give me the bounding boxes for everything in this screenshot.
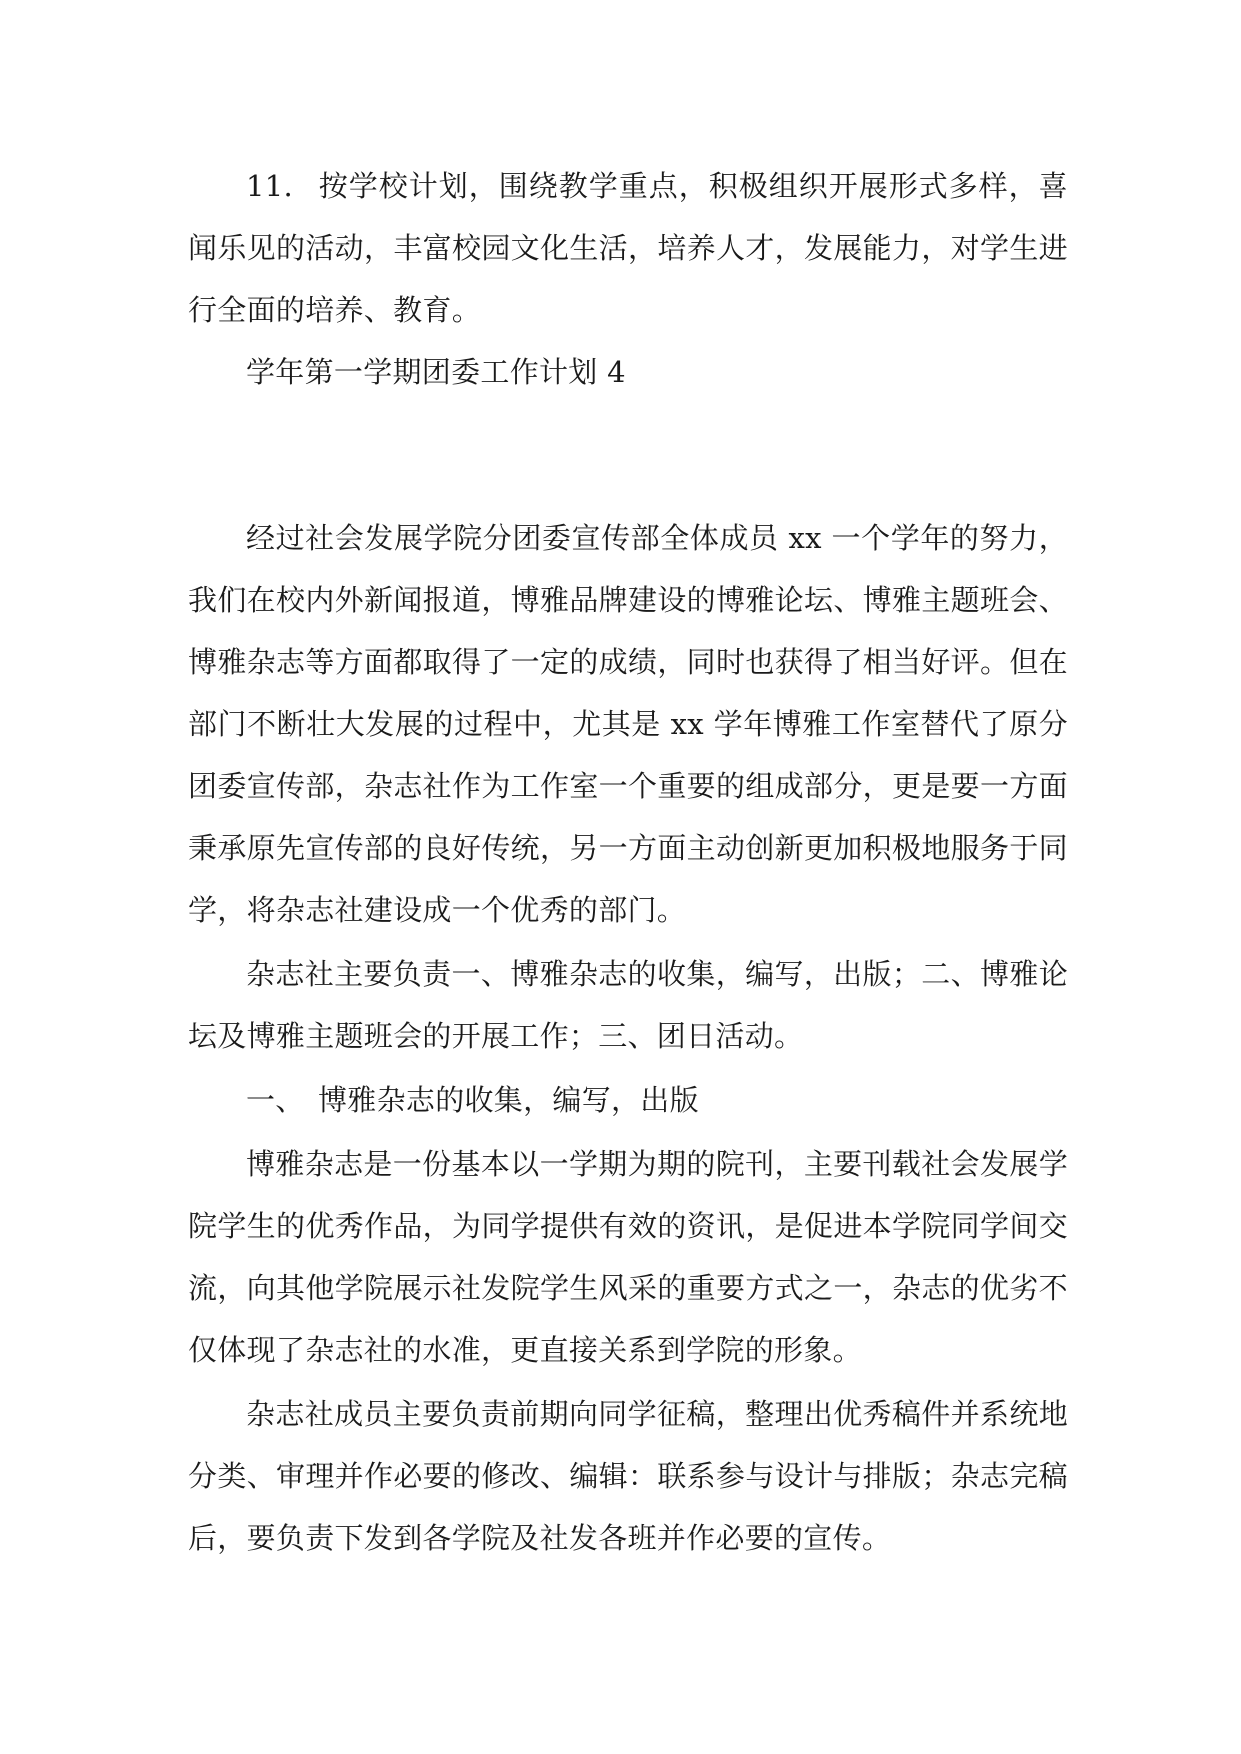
section-title: 学年第一学期团委工作计划 4 [246, 355, 626, 389]
heading-one-text: 博雅杂志的收集，编写，出版 [318, 1083, 699, 1117]
paragraph-intro: 经过社会发展学院分团委宣传部全体成员 xx 一个学年的努力，我们在校内外新闻报道，博雅品牌建设的博雅论坛、博雅主题班会、博雅杂志等方面都取得了一定的成绩，同时也获得了相当好评。但在部门不断壮大发展的过程中，尤其是 xx 学年博雅工作室替代了原分团委宣传部，杂志社作为工作室一个重要的组成部分，更是要一方面秉承原先宣传部的良好传统，另一方面主动创新更加积极地服务于同学，将杂志社建设成一个优秀的部门。 [188, 521, 1068, 927]
heading-one [188, 1069, 1068, 1131]
paragraph-magazine: 博雅杂志是一份基本以一学期为期的院刊，主要刊载社会发展学院学生的优秀作品，为同学提供有效的资讯，是促进本学院同学间交流，向其他学院展示社发院学生风采的重要方式之一，杂志的优劣不仅体现了杂志社的水准，更直接关系到学院的形象。 [188, 1147, 1068, 1367]
paragraph-item-11 [188, 155, 1068, 341]
paragraph-members: 杂志社成员主要负责前期向同学征稿，整理出优秀稿件并系统地分类、审理并作必要的修改、编辑：联系参与设计与排版；杂志完稿后，要负责下发到各学院及社发各班并作必要的宣传。 [188, 1397, 1068, 1555]
paragraph-duties: 杂志社主要负责一、博雅杂志的收集，编写，出版；二、博雅论坛及博雅主题班会的开展工作；三、团日活动。 [188, 957, 1068, 1053]
item-11-text: 按学校计划，围绕教学重点，积极组织开展形式多样，喜闻乐见的活动，丰富校园文化生活，培养人才，发展能力，对学生进行全面的培养、教育。 [188, 169, 1068, 327]
document-body [188, 155, 1068, 1569]
item-number: 11. [246, 169, 294, 203]
heading-one-number: 一、 [246, 1083, 305, 1117]
